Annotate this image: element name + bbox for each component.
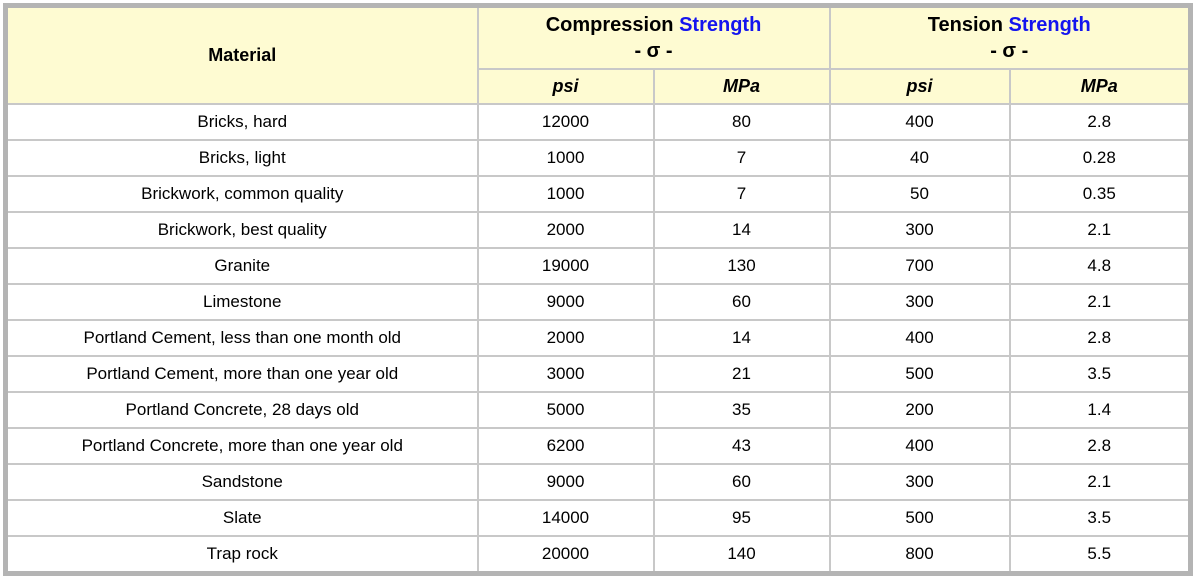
material-cell: Sandstone [6, 464, 478, 500]
compression-psi-cell: 9000 [478, 284, 654, 320]
tension-psi-cell: 400 [830, 104, 1010, 140]
compression-mpa-cell: 21 [654, 356, 830, 392]
material-cell: Granite [6, 248, 478, 284]
tension-mpa-cell: 0.35 [1010, 176, 1191, 212]
table-row [6, 320, 1191, 356]
tension-label: Tension [927, 14, 1003, 36]
compression-mpa-cell: 60 [654, 284, 830, 320]
material-cell: Bricks, hard [6, 104, 478, 140]
table-row [6, 104, 1191, 140]
table-row [6, 212, 1191, 248]
tension-mpa-cell: 2.1 [1010, 464, 1191, 500]
tension-sigma-label: - σ - [990, 40, 1029, 62]
compression-psi-cell: 5000 [478, 392, 654, 428]
compression-mpa-cell: 95 [654, 500, 830, 536]
compression-label: Compression [545, 14, 674, 36]
table-row [6, 428, 1191, 464]
compression-psi-cell: 12000 [478, 104, 654, 140]
compression-psi-cell: 6200 [478, 428, 654, 464]
tension-mpa-header: MPa [1010, 69, 1191, 104]
tension-psi-cell: 300 [830, 212, 1010, 248]
table-row [6, 392, 1191, 428]
tension-psi-cell: 800 [830, 536, 1010, 574]
compression-psi-cell: 19000 [478, 248, 654, 284]
material-cell: Portland Cement, less than one month old [6, 320, 478, 356]
tension-psi-cell: 700 [830, 248, 1010, 284]
compression-mpa-cell: 35 [654, 392, 830, 428]
tension-psi-cell: 40 [830, 140, 1010, 176]
tension-mpa-cell: 2.8 [1010, 320, 1191, 356]
tension-mpa-cell: 2.8 [1010, 428, 1191, 464]
tension-mpa-cell: 3.5 [1010, 500, 1191, 536]
table-row [6, 500, 1191, 536]
tension-psi-cell: 50 [830, 176, 1010, 212]
material-cell: Bricks, light [6, 140, 478, 176]
compression-mpa-cell: 80 [654, 104, 830, 140]
compression-mpa-cell: 140 [654, 536, 830, 574]
tension-psi-cell: 300 [830, 284, 1010, 320]
compression-psi-cell: 1000 [478, 140, 654, 176]
compression-mpa-cell: 14 [654, 212, 830, 248]
table-row [6, 176, 1191, 212]
tension-psi-cell: 500 [830, 356, 1010, 392]
tension-psi-cell: 400 [830, 428, 1010, 464]
material-cell: Trap rock [6, 536, 478, 574]
compression-psi-header: psi [478, 69, 654, 104]
tension-mpa-cell: 2.8 [1010, 104, 1191, 140]
table-header [6, 6, 1191, 105]
material-column-header: Material [6, 6, 478, 105]
compression-mpa-cell: 130 [654, 248, 830, 284]
compression-psi-cell: 1000 [478, 176, 654, 212]
tension-mpa-cell: 3.5 [1010, 356, 1191, 392]
tension-psi-cell: 200 [830, 392, 1010, 428]
material-cell: Slate [6, 500, 478, 536]
material-cell: Limestone [6, 284, 478, 320]
table-body [6, 104, 1191, 574]
compression-mpa-cell: 7 [654, 176, 830, 212]
table-row [6, 248, 1191, 284]
compression-psi-cell: 3000 [478, 356, 654, 392]
tension-psi-cell: 400 [830, 320, 1010, 356]
compression-psi-cell: 2000 [478, 320, 654, 356]
material-cell: Brickwork, common quality [6, 176, 478, 212]
compression-mpa-header: MPa [654, 69, 830, 104]
tension-psi-header: psi [830, 69, 1010, 104]
compression-mpa-cell: 43 [654, 428, 830, 464]
tension-psi-cell: 300 [830, 464, 1010, 500]
table-row [6, 140, 1191, 176]
compression-psi-cell: 14000 [478, 500, 654, 536]
tension-psi-cell: 500 [830, 500, 1010, 536]
material-strength-table [3, 3, 1193, 576]
compression-sigma-label: - σ - [634, 40, 673, 62]
tension-mpa-cell: 5.5 [1010, 536, 1191, 574]
material-cell: Portland Concrete, more than one year old [6, 428, 478, 464]
tension-mpa-cell: 1.4 [1010, 392, 1191, 428]
group-header-row [6, 6, 1191, 70]
tension-mpa-cell: 0.28 [1010, 140, 1191, 176]
tension-mpa-cell: 2.1 [1010, 212, 1191, 248]
table-row [6, 284, 1191, 320]
compression-strength-header [478, 6, 830, 70]
tension-strength-accent-label: Strength [1008, 14, 1091, 36]
compression-psi-cell: 20000 [478, 536, 654, 574]
material-cell: Portland Cement, more than one year old [6, 356, 478, 392]
compression-psi-cell: 9000 [478, 464, 654, 500]
compression-mpa-cell: 14 [654, 320, 830, 356]
table-row [6, 536, 1191, 574]
tension-mpa-cell: 4.8 [1010, 248, 1191, 284]
material-cell: Brickwork, best quality [6, 212, 478, 248]
compression-psi-cell: 2000 [478, 212, 654, 248]
compression-mpa-cell: 60 [654, 464, 830, 500]
table-row [6, 464, 1191, 500]
compression-mpa-cell: 7 [654, 140, 830, 176]
tension-mpa-cell: 2.1 [1010, 284, 1191, 320]
material-cell: Portland Concrete, 28 days old [6, 392, 478, 428]
compression-strength-accent-label: Strength [679, 14, 762, 36]
tension-strength-header [830, 6, 1191, 70]
table-row [6, 356, 1191, 392]
